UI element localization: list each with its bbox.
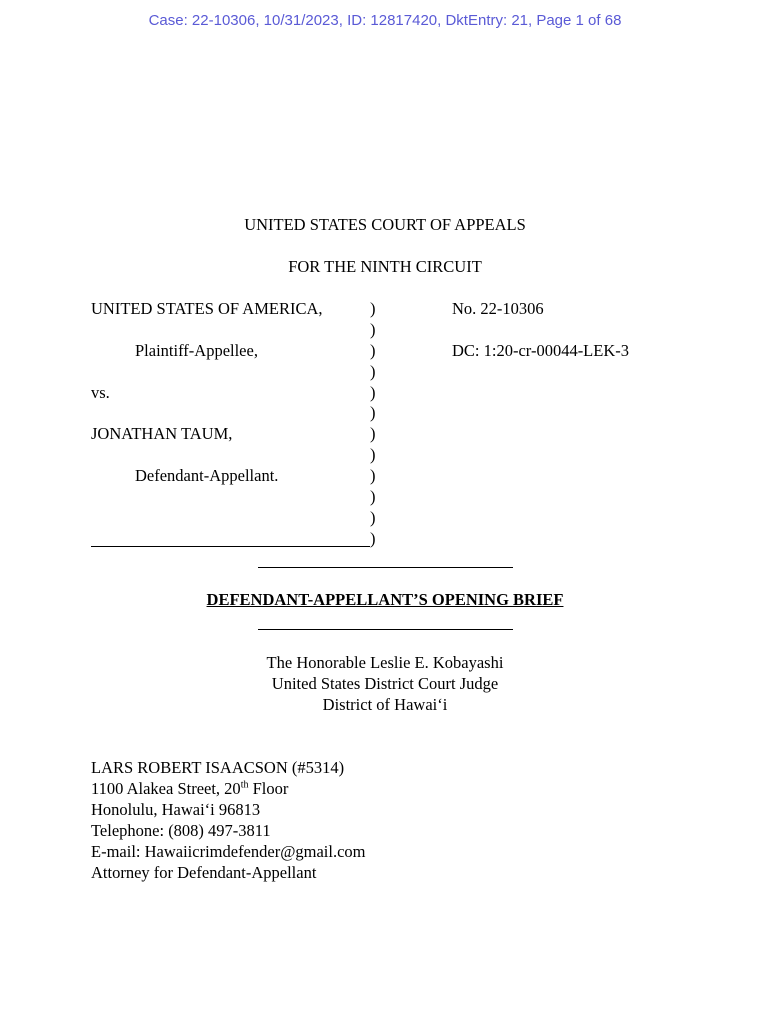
caption-underline (91, 546, 370, 547)
plaintiff-role: Plaintiff-Appellee, (135, 341, 258, 360)
paren: ) (370, 507, 376, 527)
paren: ) (370, 403, 376, 423)
paren: ) (370, 340, 376, 360)
paren: ) (370, 299, 376, 318)
paren: ) (370, 319, 376, 339)
street-main: 1100 Alakea Street, 20 (91, 779, 241, 798)
judge-name: The Honorable Leslie E. Kobayashi (266, 653, 504, 672)
paren: ) (370, 424, 376, 444)
caption-parentheses (370, 299, 376, 550)
paren: ) (370, 445, 376, 465)
docket-stamp: Case: 22-10306, 10/31/2023, ID: 12817420, DktEntry: 21, Page 1 of 68 (148, 12, 622, 29)
case-number: No. 22-10306 (452, 299, 544, 318)
street-ordinal: th (240, 779, 249, 791)
paren: ) (370, 487, 376, 507)
attorney-city: Honolulu, Hawai‘i 96813 (91, 800, 261, 819)
street-floor: Floor (248, 779, 289, 798)
attorney-email: E-mail: Hawaiicrimdefender@gmail.com (91, 842, 366, 861)
court-name: UNITED STATES COURT OF APPEALS (244, 215, 526, 234)
versus: vs. (91, 383, 110, 402)
circuit-name: FOR THE NINTH CIRCUIT (288, 257, 482, 276)
paren: ) (370, 382, 376, 402)
attorney-phone: Telephone: (808) 497-3811 (91, 821, 271, 840)
attorney-name: LARS ROBERT ISAACSON (#5314) (91, 758, 345, 777)
judge-title: United States District Court Judge (271, 674, 499, 693)
attorney-block (91, 757, 366, 883)
paren: ) (370, 361, 376, 381)
attorney-street (91, 778, 366, 799)
title-rule-top (258, 567, 513, 568)
brief-title: DEFENDANT-APPELLANT’S OPENING BRIEF (206, 590, 564, 609)
plaintiff-name: UNITED STATES OF AMERICA, (91, 299, 323, 318)
attorney-role: Attorney for Defendant-Appellant (91, 863, 317, 882)
judge-district: District of Hawai‘i (322, 695, 448, 714)
paren: ) (370, 466, 376, 486)
title-rule-bottom (258, 629, 513, 630)
defendant-role: Defendant-Appellant. (135, 466, 279, 485)
defendant-name: JONATHAN TAUM, (91, 424, 233, 443)
district-case-number: DC: 1:20-cr-00044-LEK-3 (452, 341, 630, 360)
paren: ) (370, 528, 376, 548)
